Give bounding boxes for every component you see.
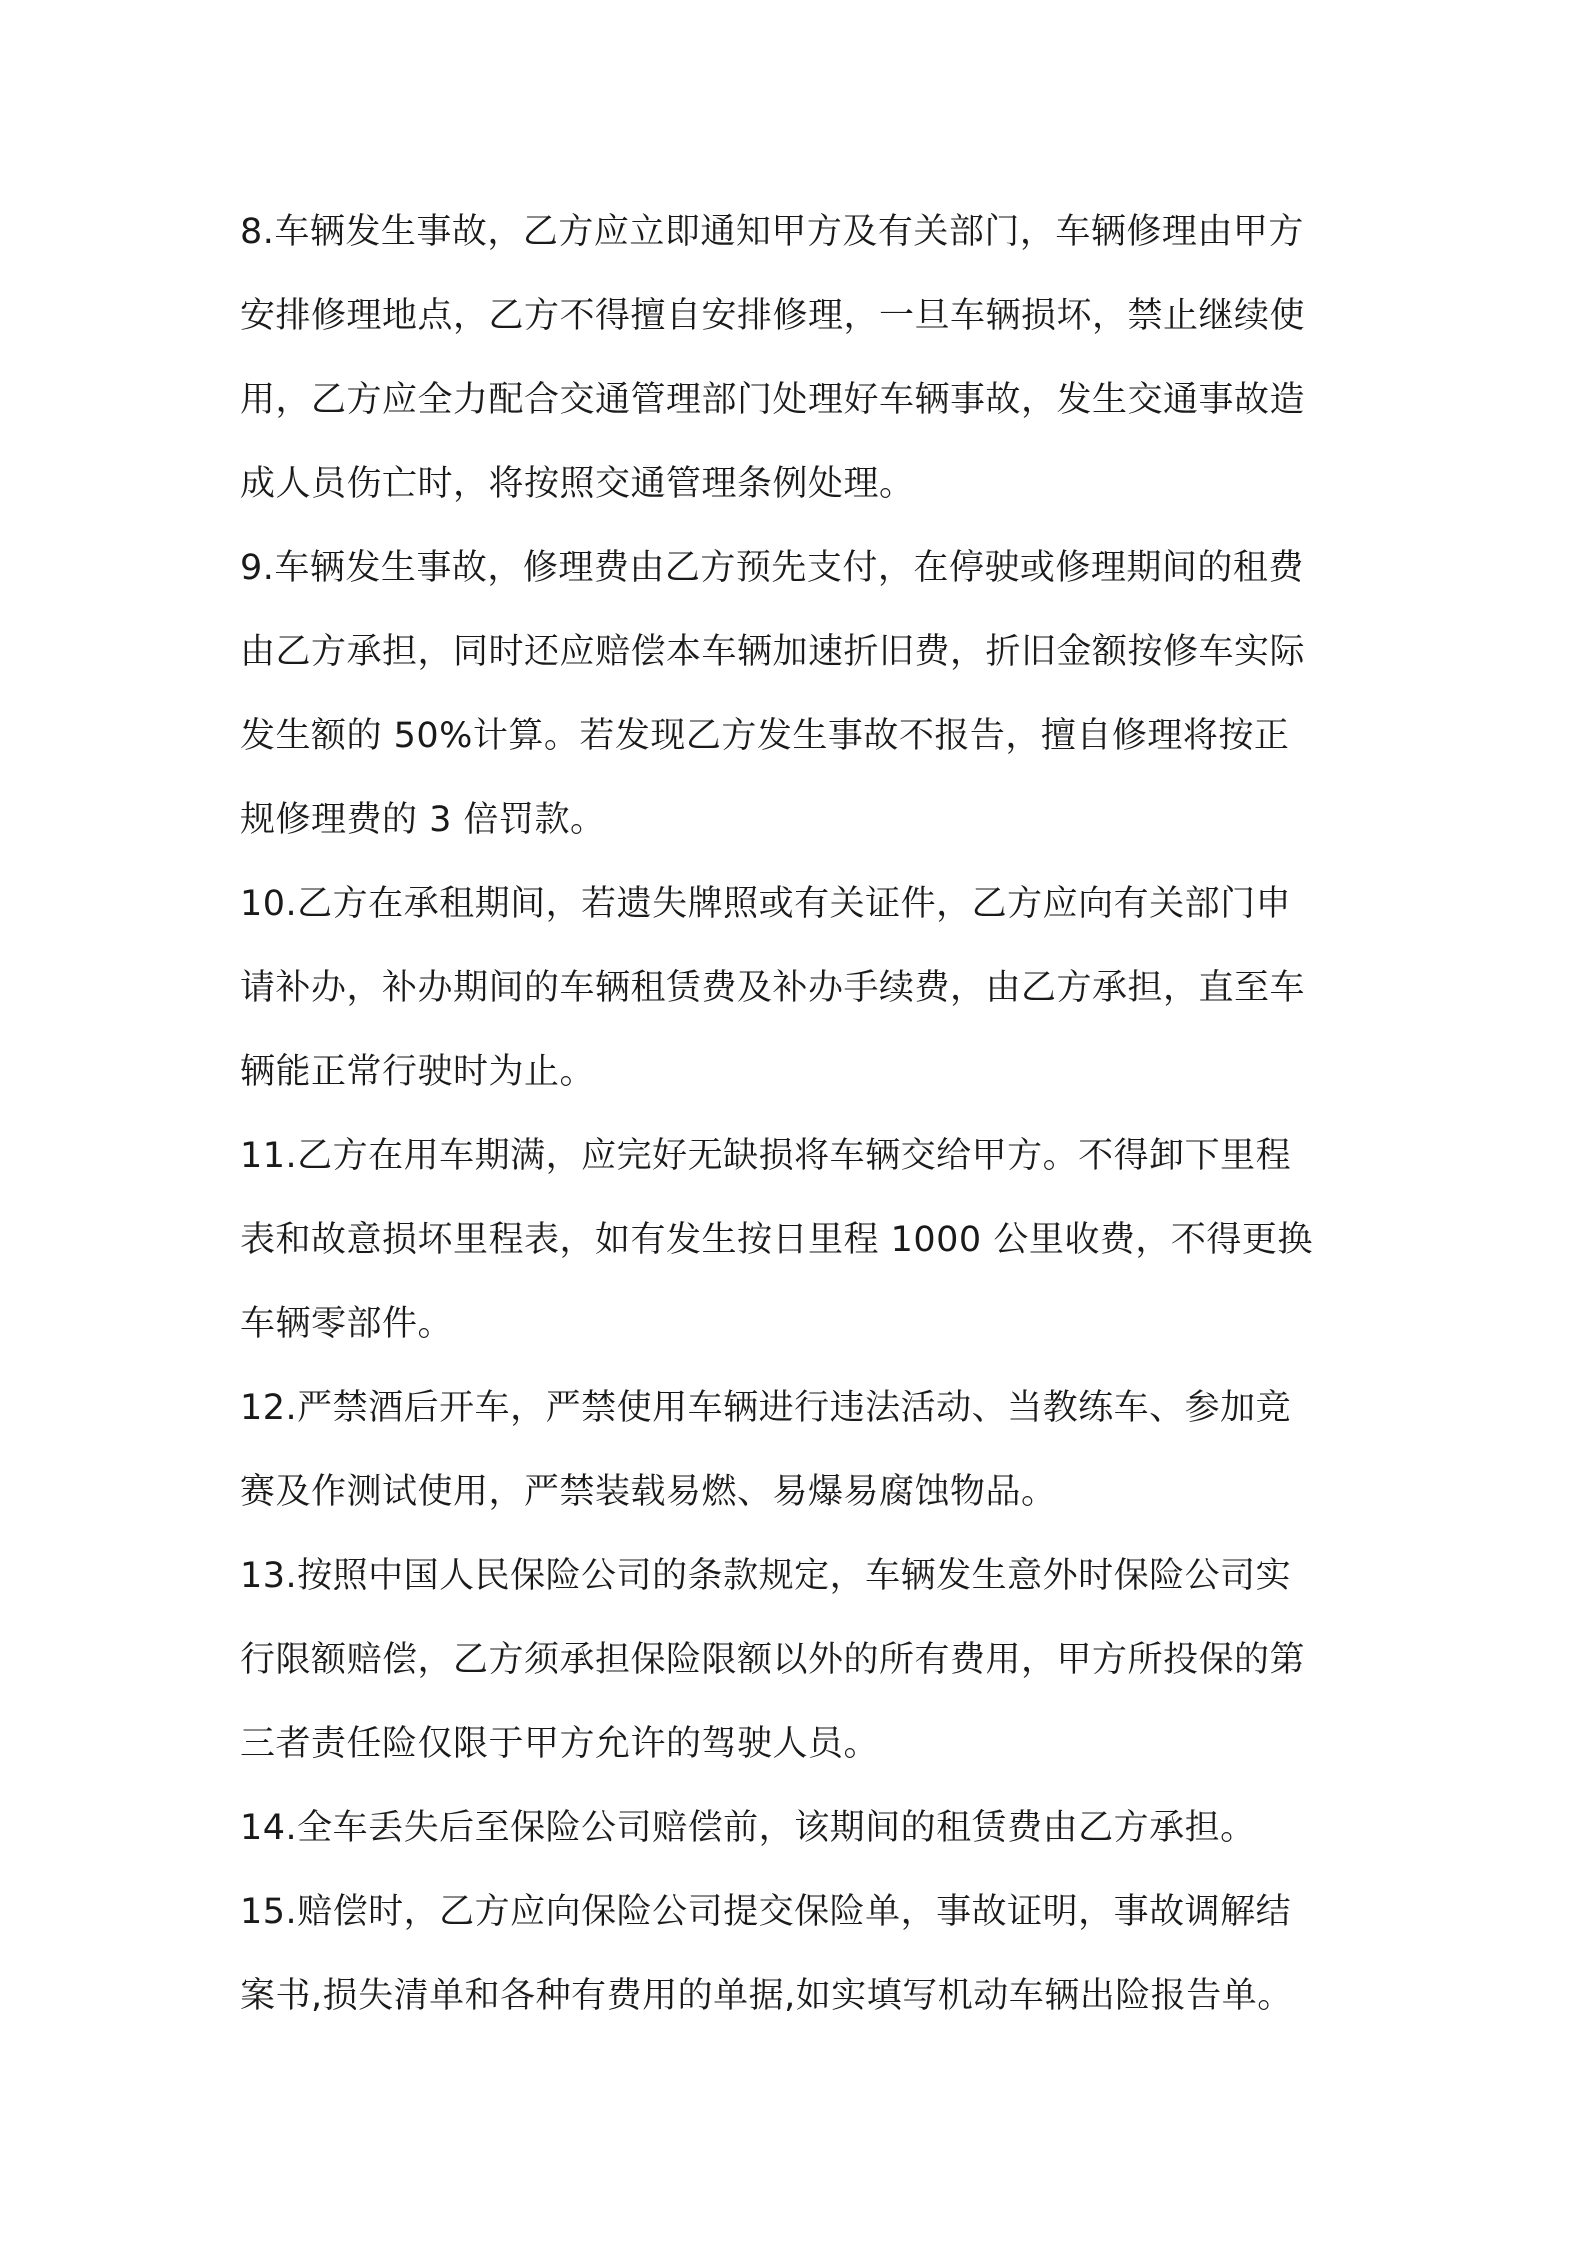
clause-11 [240, 1114, 1358, 1366]
clause-13 [240, 1534, 1358, 1786]
clause-12 [240, 1366, 1358, 1534]
clause-line: 安排修理地点，乙方不得擅自安排修理，一旦车辆损坏，禁止继续使 [240, 296, 1306, 336]
clause-line: 赛及作测试使用，严禁装载易燃、易爆易腐蚀物品。 [240, 1472, 1057, 1512]
clause-line: 车辆零部件。 [240, 1304, 454, 1344]
clause-line: 11.乙方在用车期满，应完好无缺损将车辆交给甲方。不得卸下里程 [240, 1136, 1292, 1176]
clause-line: 用，乙方应全力配合交通管理部门处理好车辆事故，发生交通事故造 [240, 380, 1306, 420]
clause-line: 10.乙方在承租期间，若遗失牌照或有关证件，乙方应向有关部门申 [240, 884, 1292, 924]
clause-line: 规修理费的 3 倍罚款。 [240, 800, 606, 840]
clause-line: 由乙方承担，同时还应赔偿本车辆加速折旧费，折旧金额按修车实际 [240, 632, 1306, 672]
clause-line: 14.全车丢失后至保险公司赔偿前，该期间的租赁费由乙方承担。 [240, 1808, 1256, 1848]
clause-10 [240, 862, 1358, 1114]
clause-line: 12.严禁酒后开车，严禁使用车辆进行违法活动、当教练车、参加竞 [240, 1388, 1292, 1428]
clause-line: 13.按照中国人民保险公司的条款规定，车辆发生意外时保险公司实 [240, 1556, 1292, 1596]
clause-line: 表和故意损坏里程表，如有发生按日里程 1000 公里收费，不得更换 [240, 1220, 1313, 1260]
clause-line: 案书,损失清单和各种有费用的单据,如实填写机动车辆出险报告单。 [240, 1976, 1293, 2016]
clause-15 [240, 1870, 1358, 2038]
clause-line: 15.赔偿时，乙方应向保险公司提交保险单，事故证明，事故调解结 [240, 1892, 1292, 1932]
clause-line: 辆能正常行驶时为止。 [240, 1052, 596, 1092]
clause-14 [240, 1786, 1358, 1870]
clause-line: 9.车辆发生事故，修理费由乙方预先支付，在停驶或修理期间的租费 [240, 548, 1304, 588]
clause-line: 成人员伤亡时，将按照交通管理条例处理。 [240, 464, 915, 504]
clause-8 [240, 190, 1358, 526]
clause-line: 8.车辆发生事故，乙方应立即通知甲方及有关部门，车辆修理由甲方 [240, 212, 1304, 252]
clause-line: 发生额的 50%计算。若发现乙方发生事故不报告，擅自修理将按正 [240, 716, 1290, 756]
clause-line: 请补办，补办期间的车辆租赁费及补办手续费，由乙方承担，直至车 [240, 968, 1306, 1008]
clause-line: 三者责任险仅限于甲方允许的驾驶人员。 [240, 1724, 880, 1764]
clause-9 [240, 526, 1358, 862]
clause-line: 行限额赔偿，乙方须承担保险限额以外的所有费用，甲方所投保的第 [240, 1640, 1306, 1680]
document-body [240, 190, 1358, 2038]
